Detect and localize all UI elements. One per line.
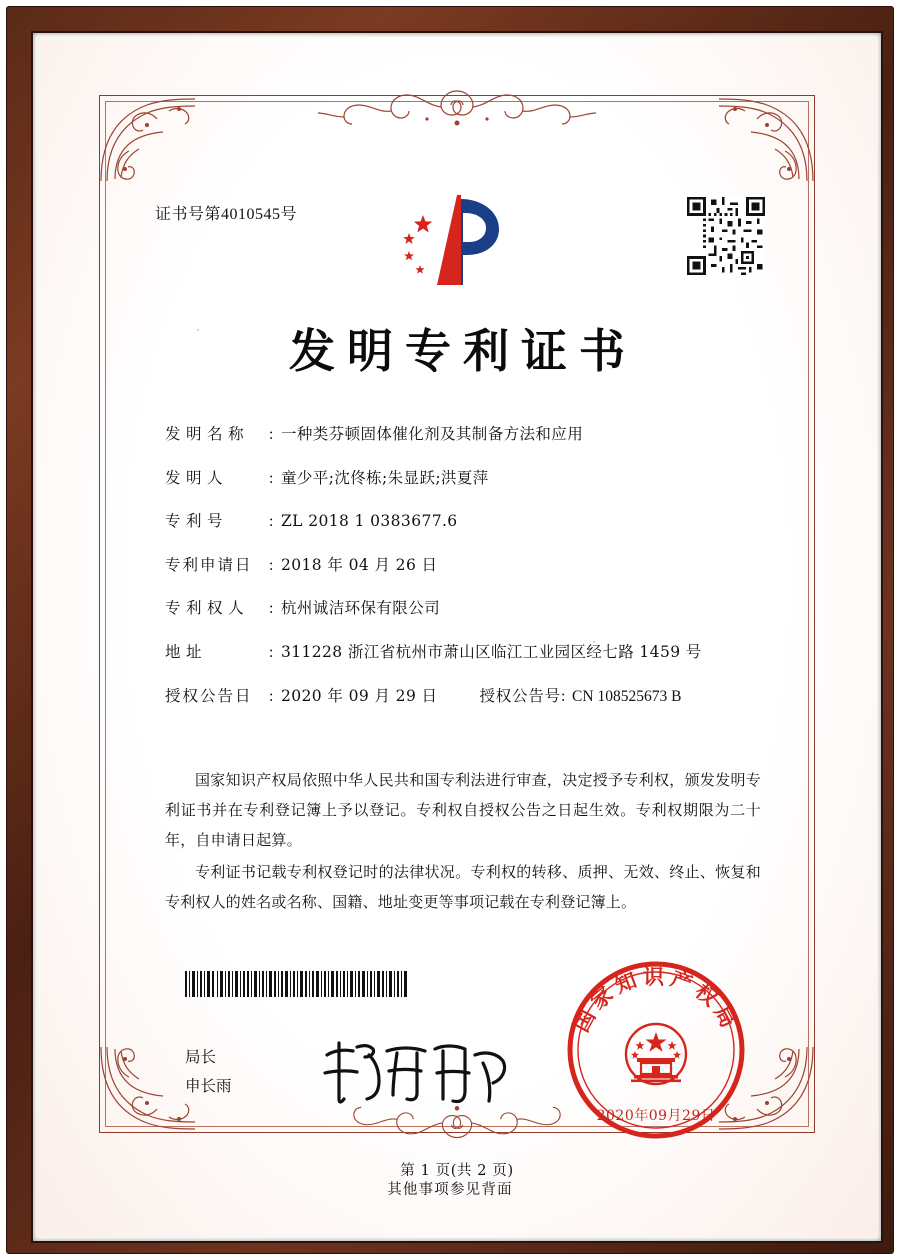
field-label: 专 利 号: [165, 512, 223, 531]
corner-ornament-top-left-icon: [95, 91, 203, 187]
field-label: 发 明 名 称: [165, 425, 244, 443]
field-value-grant-date: 2020 年 09 月 29 日: [281, 686, 438, 705]
field-row-invention-name: [165, 425, 765, 445]
field-label: 授权公告日: [165, 686, 253, 705]
field-value-address: 311228 浙江省杭州市萧山区临江工业园区经七路 1459 号: [281, 642, 702, 661]
signature-block: [185, 1043, 232, 1100]
field-label: 专利申请日: [165, 555, 253, 574]
field-label: 专 利 权 人: [165, 599, 244, 618]
certificate-paper: [37, 37, 877, 1237]
field-row-application-date: [165, 556, 765, 576]
barcode: [185, 971, 407, 997]
field-label-grant-number: 授权公告号:: [479, 687, 567, 705]
patent-fields: [165, 425, 765, 730]
legal-text: [165, 765, 761, 919]
field-value-patentee: 杭州诚洁环保有限公司: [281, 599, 441, 618]
field-row-grant-announcement: [165, 687, 765, 707]
top-ornament-icon: [277, 85, 637, 131]
certificate-number: 证书号第4010545号: [155, 206, 298, 223]
field-colon: :: [269, 600, 274, 618]
field-value-inventors: 童少平;沈佟栋;朱显跃;洪夏萍: [281, 468, 489, 487]
field-colon: :: [269, 643, 274, 661]
corner-ornament-top-right-icon: [711, 91, 819, 187]
certificate-wooden-frame: [6, 6, 894, 1254]
svg-text:国家知识产权局: 国家知识产权局: [568, 964, 744, 1036]
legal-paragraph-1: 国家知识产权局依照中华人民共和国专利法进行审查，决定授予专利权，颁发发明专利证书并在专利登记簿上予以登记。专利权自授权公告之日起生效。专利权期限为二十年，自申请日起算。: [165, 771, 761, 849]
director-name: 申长雨: [185, 1076, 232, 1095]
legal-paragraph-2: 专利证书记载专利权登记时的法律状况。专利权的转移、质押、无效、终止、恢复和专利权人的姓名或名称、国籍、地址变更等事项记载在专利登记簿上。: [165, 863, 761, 911]
handwritten-signature-icon: [313, 1033, 513, 1109]
field-label: 发 明 人: [165, 468, 223, 487]
field-label: 地 址: [165, 642, 202, 661]
qr-code: [687, 197, 765, 275]
field-row-patentee: [165, 599, 765, 619]
back-side-note: 其他事项参见背面: [387, 1182, 513, 1198]
field-colon: :: [269, 469, 274, 487]
page-title: 发明专利证书: [289, 324, 637, 378]
field-row-address: [165, 643, 765, 663]
field-colon: :: [269, 556, 274, 574]
field-value-patent-number: ZL 2018 1 0383677.6: [281, 512, 458, 531]
seal-date: 2020年09月29日: [596, 1108, 716, 1124]
field-colon: :: [269, 687, 274, 705]
page-number: 第 1 页(共 2 页): [400, 1163, 514, 1179]
director-title-label: 局长: [185, 1048, 217, 1066]
field-value-application-date: 2018 年 04 月 26 日: [281, 555, 438, 574]
field-row-inventors: [165, 469, 765, 489]
field-row-patent-number: [165, 512, 765, 532]
field-value-grant-number: CN 108525673 B: [572, 687, 682, 705]
cnipa-emblem-icon: [387, 185, 527, 297]
field-colon: :: [269, 426, 274, 443]
field-colon: :: [269, 513, 274, 531]
field-value-invention-name: 一种类芬顿固体催化剂及其制备方法和应用: [281, 425, 584, 443]
